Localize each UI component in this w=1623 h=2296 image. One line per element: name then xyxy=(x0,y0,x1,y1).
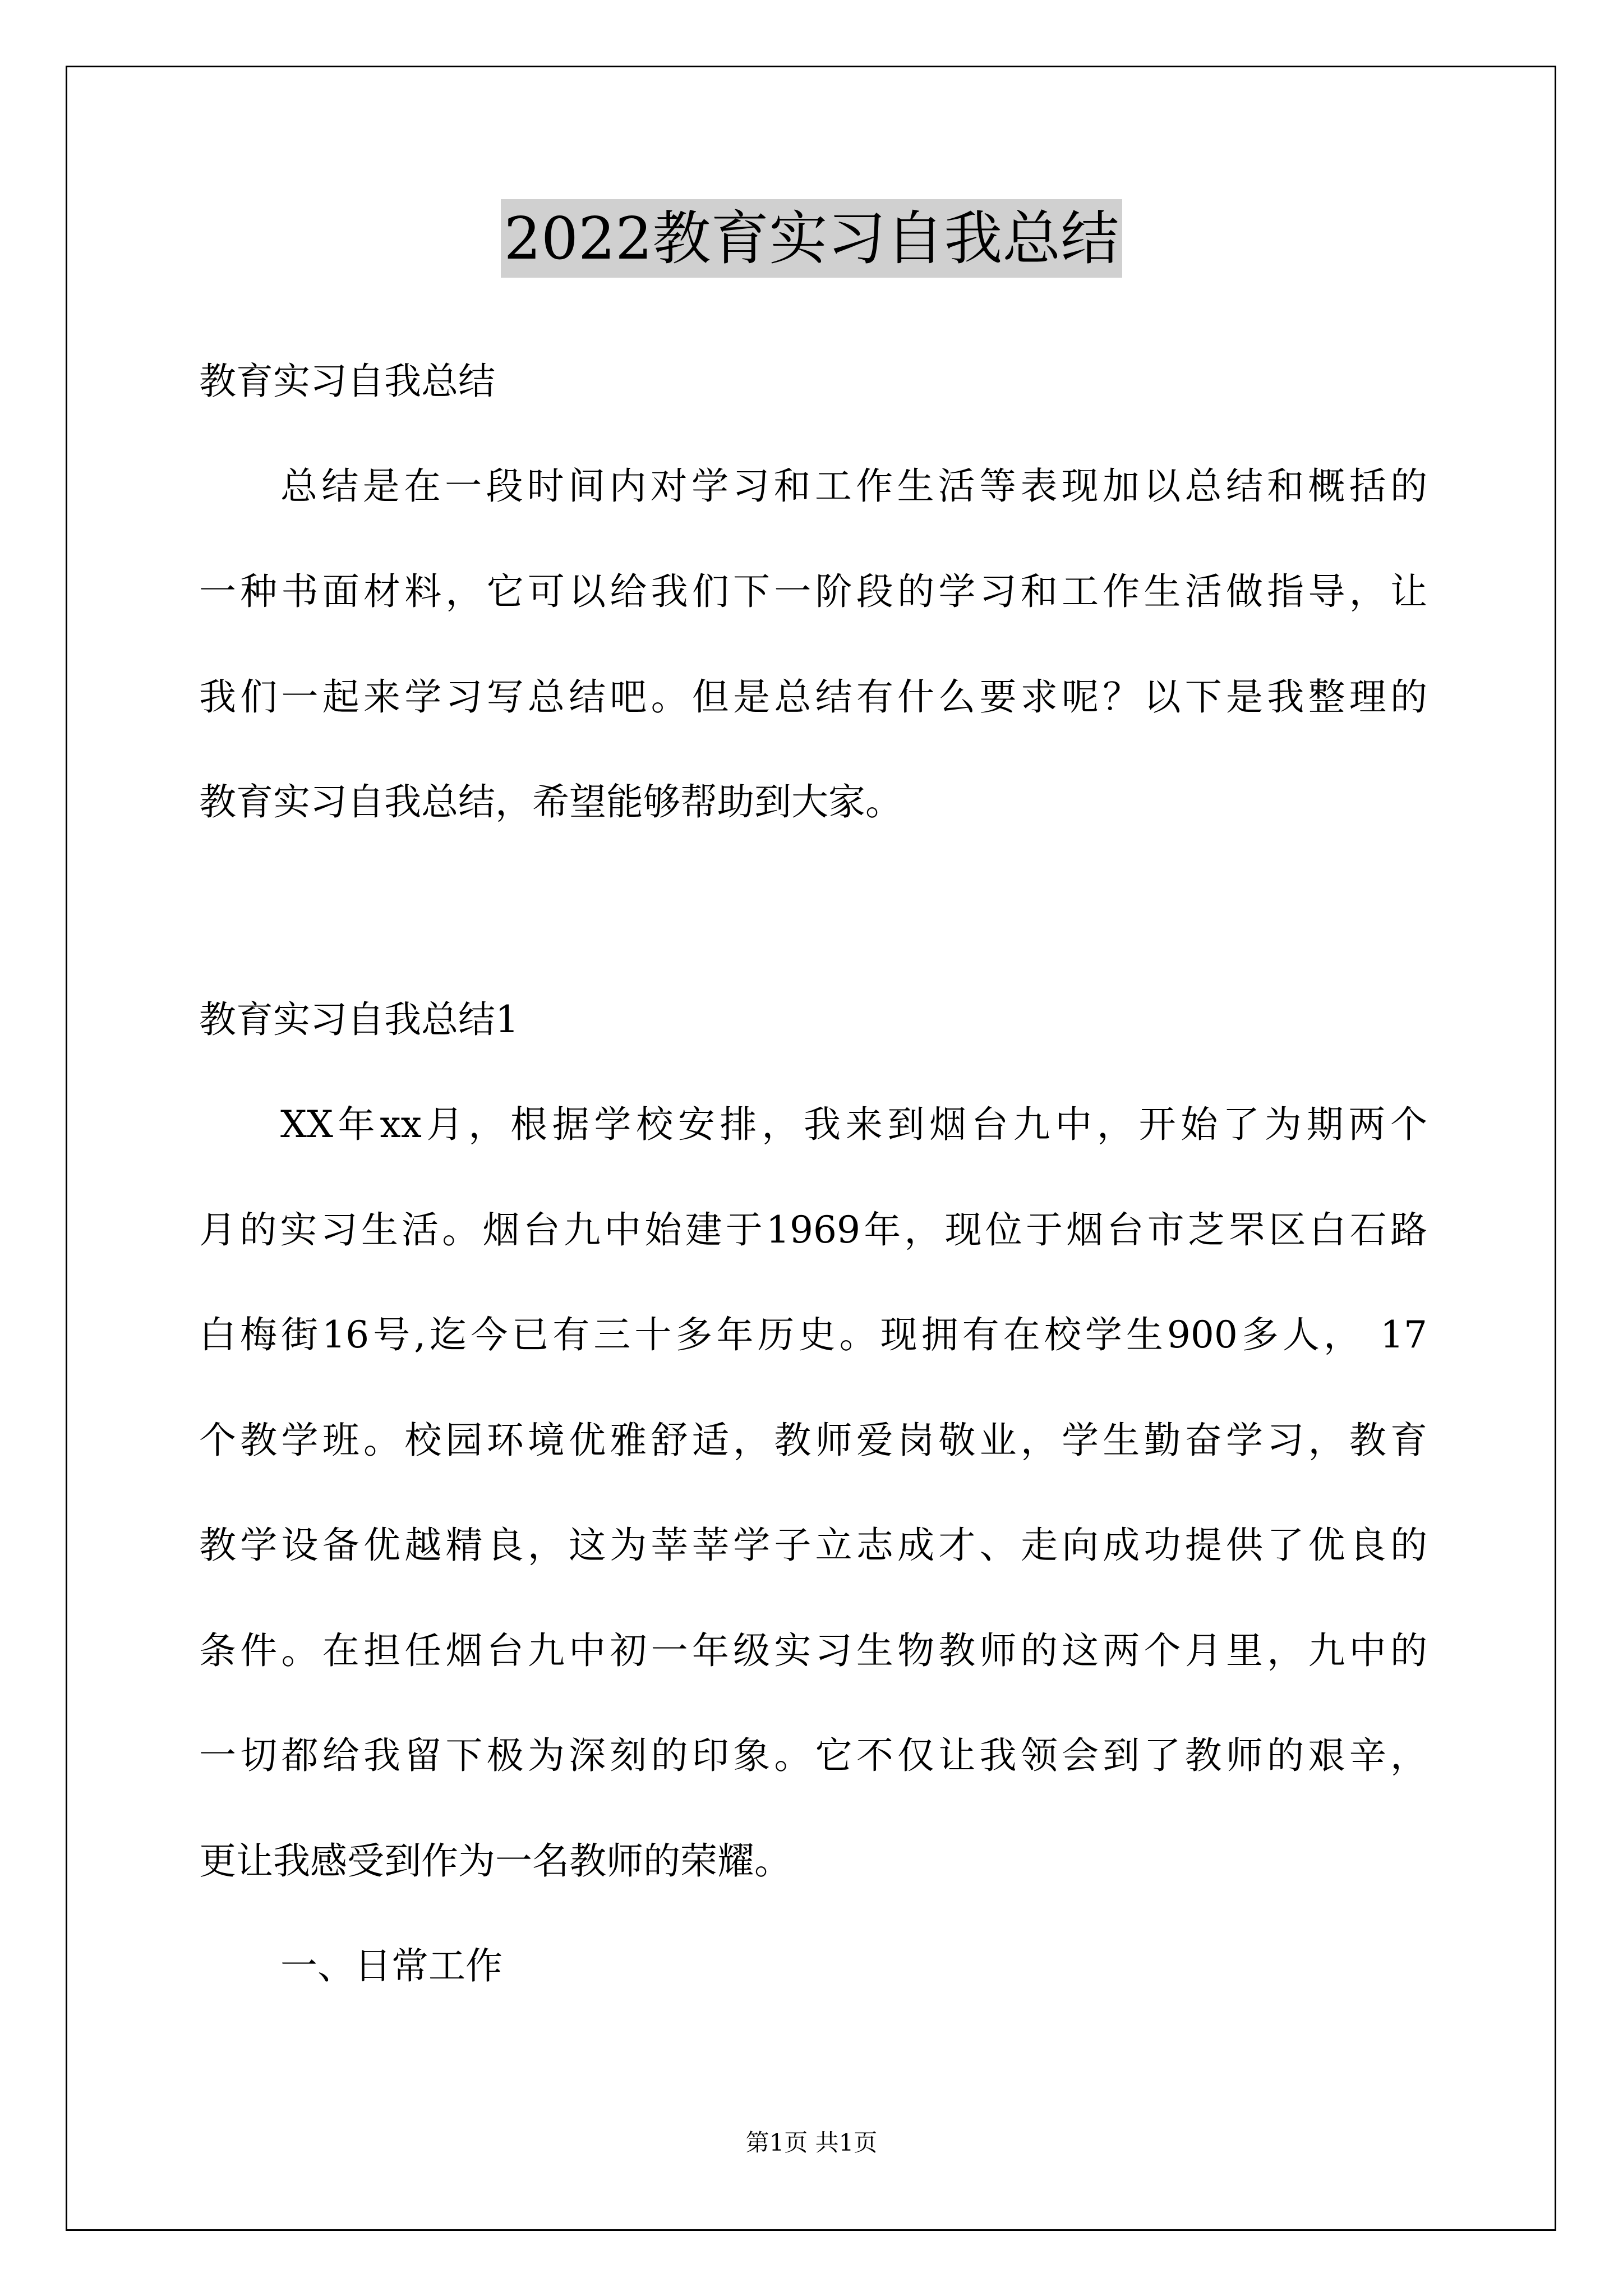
page-footer: 第1页 共1页 xyxy=(745,2129,878,2156)
intro-line-4: 教育实习自我总结，希望能够帮助到大家。 xyxy=(199,780,902,823)
section-1-line-7: 一切都给我留下极为深刻的印象。它不仅让我领会到了教师的艰辛， xyxy=(199,1734,1427,1777)
document-title: 2022教育实习自我总结 xyxy=(501,199,1123,278)
section-1-heading: 教育实习自我总结1 xyxy=(199,998,519,1041)
section-1-line-3: 白梅街16号,迄今已有三十多年历史。现拥有在校学生900多人， 17 xyxy=(199,1313,1427,1356)
document-subtitle: 教育实习自我总结 xyxy=(199,360,495,403)
section-1-line-5: 教学设备优越精良，这为莘莘学子立志成才、走向成功提供了优良的 xyxy=(199,1524,1427,1567)
section-1-line-6: 条件。在担任烟台九中初一年级实习生物教师的这两个月里，九中的 xyxy=(199,1629,1427,1672)
title-container xyxy=(0,199,1623,278)
intro-line-3: 我们一起来学习写总结吧。但是总结有什么要求呢？以下是我整理的 xyxy=(199,675,1427,719)
section-1-line-1: XX年xx月，根据学校安排，我来到烟台九中，开始了为期两个 xyxy=(280,1103,1427,1146)
section-1-line-4: 个教学班。校园环境优雅舒适，教师爱岗敬业，学生勤奋学习，教育 xyxy=(199,1419,1427,1462)
section-1-line-8: 更让我感受到作为一名教师的荣耀。 xyxy=(199,1839,791,1883)
subheading-daily-work: 一、日常工作 xyxy=(280,1944,502,1987)
intro-line-2: 一种书面材料，它可以给我们下一阶段的学习和工作生活做指导，让 xyxy=(199,570,1427,613)
intro-line-1: 总结是在一段时间内对学习和工作生活等表现加以总结和概括的 xyxy=(280,464,1427,508)
section-1-line-2: 月的实习生活。烟台九中始建于1969年，现位于烟台市芝罘区白石路 xyxy=(199,1208,1427,1251)
